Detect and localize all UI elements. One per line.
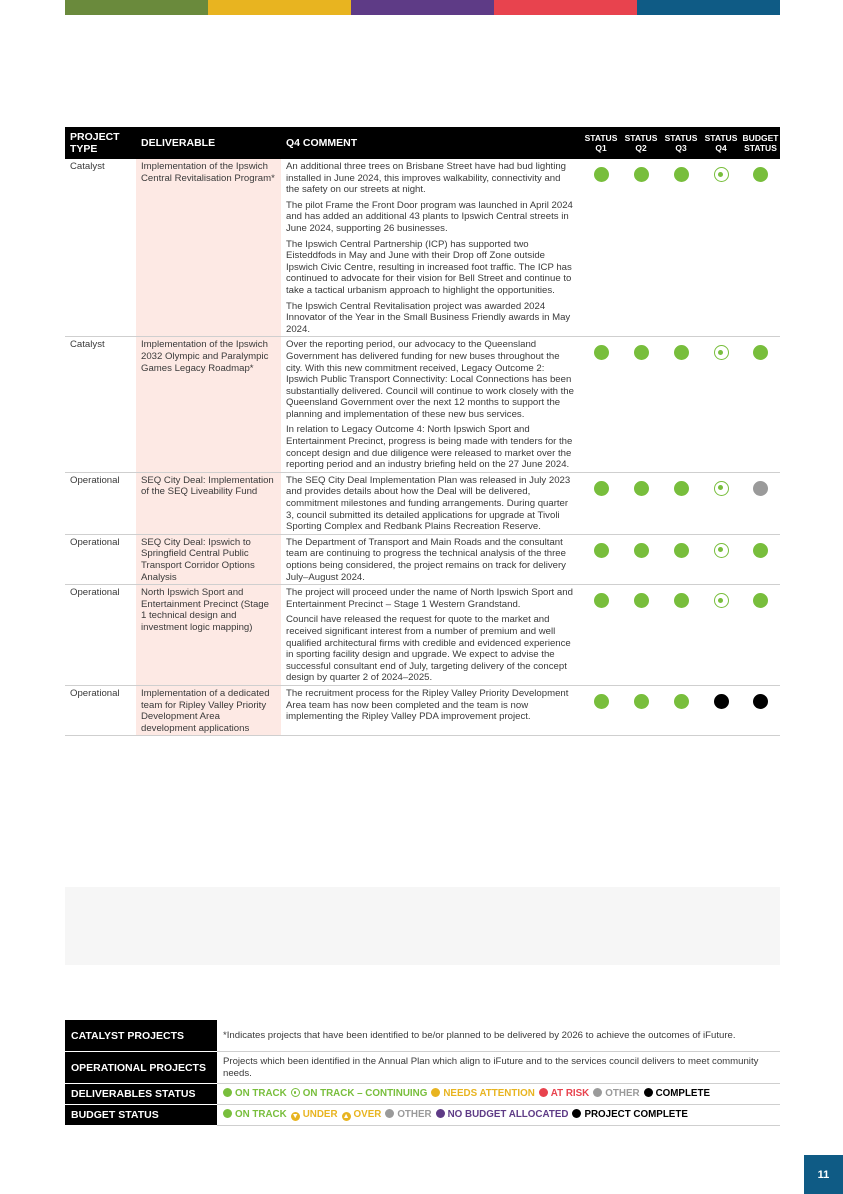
status-q1-cell [581, 534, 621, 584]
arrow-down-icon: ▼ [291, 1113, 299, 1120]
legend-key [385, 1109, 431, 1120]
legend-key-label: OTHER [397, 1109, 432, 1120]
legend-table [65, 1020, 780, 1126]
status-q2-cell [621, 337, 661, 473]
deliverable-cell: Implementation of the Ipswich 2032 Olympic and Paralympic Games Legacy Roadmap* [136, 337, 281, 473]
legend-key [644, 1088, 710, 1099]
status-q3-cell [661, 534, 701, 584]
table-empty-area [65, 887, 780, 965]
legend-key-label: UNDER [302, 1109, 338, 1120]
legend-key [291, 1109, 338, 1120]
continuing-status-icon [714, 543, 729, 558]
legend-key [572, 1109, 687, 1120]
legend-key-label: ON TRACK [235, 1088, 287, 1100]
comment-paragraph: Council have released the request for quote to the market and received significant interest from a number of premium and well qualified architectural firms with credible and evidenced experience in sporting facility design and upgrade. We expect to advise the successful consultant end of July, targeting delivery of the concept design by quarter 2 of 2024–2025. [286, 614, 571, 684]
project-type-cell: Operational [65, 585, 136, 686]
header-budget-status: BUDGET STATUS [741, 127, 780, 159]
page-number: 11 [804, 1155, 843, 1194]
table-row [65, 534, 780, 584]
color-band-purple [351, 0, 494, 15]
on-track-status-icon [594, 345, 609, 360]
comment-paragraph: The SEQ City Deal Implementation Plan was released in July 2023 and provides details about how the Deal will be delivered, commitment milestones and funding arrangements. During quarter 3, council submitted its detailed applications for upgrade at Tivoli Sporting Complex and Redbank Plains Recreation Reserve. [286, 474, 571, 533]
project-type-cell: Catalyst [65, 337, 136, 473]
continuing-status-icon [714, 167, 729, 182]
status-q1-cell [581, 472, 621, 534]
comment-paragraph: An additional three trees on Brisbane Street have had bud lighting installed in June 2024, this improves walkability, connectivity and the safety on our streets at night. [286, 161, 567, 196]
complete-status-icon [714, 694, 729, 709]
on-track-status-icon [674, 345, 689, 360]
legend-key-label: ON TRACK – CONTINUING [302, 1088, 428, 1100]
table-header-row [65, 127, 780, 159]
dot-icon [644, 1088, 653, 1097]
legend-key [539, 1088, 589, 1099]
on-track-status-icon [753, 167, 768, 182]
table-row [65, 685, 780, 735]
status-q4-cell [701, 472, 741, 534]
legend-key [291, 1088, 428, 1099]
on-track-status-icon [674, 593, 689, 608]
dot-icon [385, 1109, 394, 1118]
on-track-status-icon [634, 694, 649, 709]
on-track-status-icon [674, 481, 689, 496]
dot-icon [593, 1088, 602, 1097]
continuing-status-icon [714, 481, 729, 496]
legend-row-budget [65, 1105, 780, 1126]
legend-deliverables-label: DELIVERABLES STATUS [65, 1084, 217, 1105]
status-q2-cell [621, 472, 661, 534]
budget-status-cell [741, 159, 780, 337]
legend-catalyst-label: CATALYST PROJECTS [65, 1020, 217, 1052]
legend-key-label: NEEDS ATTENTION [443, 1088, 535, 1100]
legend-row-operational [65, 1052, 780, 1084]
comment-cell [281, 472, 581, 534]
project-type-cell: Operational [65, 685, 136, 735]
budget-status-cell [741, 685, 780, 735]
legend-key [436, 1109, 569, 1120]
legend-catalyst-text: *Indicates projects that have been identified to be/or planned to be delivered by 2026 to achieve the outcomes of iFuture. [217, 1020, 780, 1052]
project-type-cell: Catalyst [65, 159, 136, 337]
dot-icon [223, 1088, 232, 1097]
table-row [65, 337, 780, 473]
on-track-status-icon [674, 694, 689, 709]
on-track-status-icon [634, 543, 649, 558]
legend-key-label: COMPLETE [655, 1088, 710, 1100]
comment-cell [281, 585, 581, 686]
status-q1-cell [581, 159, 621, 337]
other-status-icon [753, 481, 768, 496]
dot-icon [539, 1088, 548, 1097]
header-status-q2: STATUS Q2 [621, 127, 661, 159]
arrow-up-icon: ▲ [342, 1113, 350, 1120]
on-track-status-icon [634, 345, 649, 360]
legend-key [431, 1088, 534, 1099]
legend-key-label: ON TRACK [235, 1109, 287, 1120]
comment-paragraph: The Ipswich Central Revitalisation project was awarded 2024 Innovator of the Year in the Small Business Friendly awards in May 2024. [286, 300, 571, 335]
on-track-status-icon [634, 167, 649, 182]
legend-key [223, 1109, 287, 1120]
status-q2-cell [621, 685, 661, 735]
dot-icon [572, 1109, 581, 1118]
on-track-status-icon [634, 593, 649, 608]
legend-row-deliverables [65, 1084, 780, 1105]
status-q4-cell [701, 585, 741, 686]
on-track-status-icon [594, 593, 609, 608]
status-q1-cell [581, 337, 621, 473]
continuing-status-icon [714, 593, 729, 608]
color-band-blue [637, 0, 780, 15]
legend-key-label: OVER [353, 1109, 382, 1120]
on-track-status-icon [634, 481, 649, 496]
status-q2-cell [621, 534, 661, 584]
status-q4-cell [701, 337, 741, 473]
on-track-status-icon [753, 345, 768, 360]
color-band-red [494, 0, 637, 15]
deliverable-cell: Implementation of the Ipswich Central Revitalisation Program* [136, 159, 281, 337]
header-status-q3: STATUS Q3 [661, 127, 701, 159]
budget-status-cell [741, 534, 780, 584]
budget-status-cell [741, 337, 780, 473]
header-color-bar [65, 0, 780, 15]
on-track-status-icon [753, 543, 768, 558]
complete-status-icon [753, 694, 768, 709]
comment-cell [281, 534, 581, 584]
comment-paragraph: In relation to Legacy Outcome 4: North Ipswich Sport and Entertainment Precinct, progress is being made with tenders for the concept design and due diligence were released to market over the reporting period and an industry briefing held on the 27 June 2024. [286, 424, 573, 471]
dot-icon [223, 1109, 232, 1118]
status-q4-cell [701, 534, 741, 584]
color-band-yellow [208, 0, 351, 15]
table-row [65, 159, 780, 337]
status-q3-cell [661, 472, 701, 534]
status-q3-cell [661, 337, 701, 473]
budget-status-cell [741, 585, 780, 686]
comment-paragraph: The Ipswich Central Partnership (ICP) has supported two Eisteddfods in May and June with their Drop off Zone outside Ipswich Civic Centre, resulting in increased foot traffic. The ICP has continued to advocate for their vision for Bell Street and continue to take a tactical urbanism approach to highlight the opportunities. [286, 238, 572, 296]
deliverable-cell: SEQ City Deal: Implementation of the SEQ Liveability Fund [136, 472, 281, 534]
ring-dot-icon [291, 1088, 300, 1097]
legend-key-label: NO BUDGET ALLOCATED [447, 1109, 569, 1120]
status-q2-cell [621, 159, 661, 337]
comment-paragraph: The pilot Frame the Front Door program was launched in April 2024 and has added an additional 43 plants to Ipswich Central streets in June 2024, supporting 26 businesses. [286, 199, 573, 234]
legend-key [223, 1088, 287, 1099]
comment-cell [281, 685, 581, 735]
status-q2-cell [621, 585, 661, 686]
project-type-cell: Operational [65, 472, 136, 534]
table-body [65, 159, 780, 736]
status-q3-cell [661, 585, 701, 686]
project-type-cell: Operational [65, 534, 136, 584]
legend-operational-text: Projects which been identified in the Annual Plan which align to iFuture and to the services council delivers to meet community needs. [217, 1052, 780, 1084]
comment-paragraph: Over the reporting period, our advocacy to the Queensland Government has delivered funding for new buses throughout the city. With this new commitment received, Legacy Outcome 2: Ipswich Public Transport Connectivity: Local Connections has been substantially delivered. Council will continue to work closely with the Queensland Government over the next 12 months to support the planning and implementation of these new bus services. [286, 339, 574, 420]
dot-icon [431, 1088, 440, 1097]
legend-budget-keys [217, 1105, 780, 1126]
budget-status-cell [741, 472, 780, 534]
comment-paragraph: The Department of Transport and Main Roads and the consultant team are continuing to progress the technical analysis of the three options being considered, the project remains on track for delivery July–August 2024. [286, 536, 566, 583]
legend-key-label: OTHER [605, 1088, 640, 1100]
comment-cell [281, 159, 581, 337]
status-q1-cell [581, 685, 621, 735]
legend-operational-label: OPERATIONAL PROJECTS [65, 1052, 217, 1084]
comment-cell [281, 337, 581, 473]
on-track-status-icon [674, 167, 689, 182]
status-q3-cell [661, 159, 701, 337]
legend-key [342, 1109, 382, 1120]
comment-paragraph: The recruitment process for the Ripley Valley Priority Development Area team has now been completed and the team is now implementing the Ripley Valley PDA improvement project. [286, 687, 569, 723]
status-q3-cell [661, 685, 701, 735]
deliverable-cell: North Ipswich Sport and Entertainment Precinct (Stage 1 technical design and investment logic mapping) [136, 585, 281, 686]
on-track-status-icon [594, 167, 609, 182]
deliverables-table [65, 127, 780, 736]
header-status-q1: STATUS Q1 [581, 127, 621, 159]
header-status-q4: STATUS Q4 [701, 127, 741, 159]
continuing-status-icon [714, 345, 729, 360]
legend-key-label: AT RISK [550, 1088, 590, 1100]
color-band-green [65, 0, 208, 15]
header-project-type: PROJECT TYPE [65, 127, 136, 159]
status-q4-cell [701, 685, 741, 735]
legend-key [593, 1088, 639, 1099]
header-deliverable: DELIVERABLE [136, 127, 281, 159]
table-row [65, 585, 780, 686]
table-row [65, 472, 780, 534]
legend-budget-label: BUDGET STATUS [65, 1105, 217, 1126]
status-q4-cell [701, 159, 741, 337]
legend-deliverables-keys [217, 1084, 780, 1105]
on-track-status-icon [753, 593, 768, 608]
header-q4-comment: Q4 COMMENT [281, 127, 581, 159]
dot-icon [436, 1109, 445, 1118]
on-track-status-icon [594, 694, 609, 709]
on-track-status-icon [594, 481, 609, 496]
comment-paragraph: The project will proceed under the name of North Ipswich Sport and Entertainment Precinct – Stage 1 Western Grandstand. [286, 587, 573, 610]
on-track-status-icon [674, 543, 689, 558]
legend-key-label: PROJECT COMPLETE [584, 1109, 688, 1120]
on-track-status-icon [594, 543, 609, 558]
deliverable-cell: SEQ City Deal: Ipswich to Springfield Central Public Transport Corridor Options Analysis [136, 534, 281, 584]
status-q1-cell [581, 585, 621, 686]
legend-row-catalyst [65, 1020, 780, 1052]
deliverable-cell: Implementation of a dedicated team for Ripley Valley Priority Development Area development applications [136, 685, 281, 735]
